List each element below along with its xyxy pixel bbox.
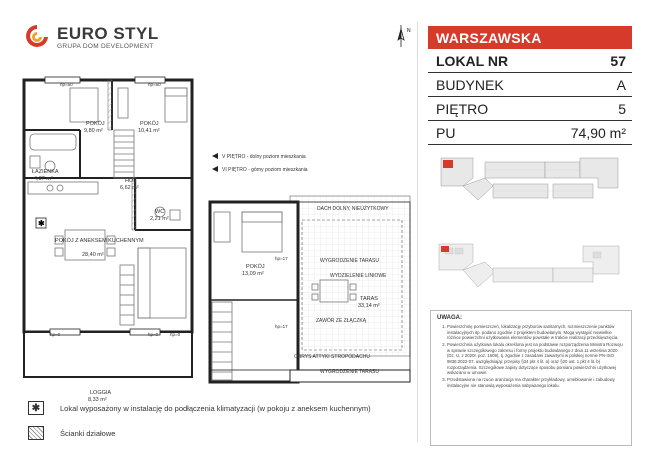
info-label: PU <box>436 124 456 141</box>
attic-outline-label: OBRYS ATTYKI STROPODACHU <box>294 354 370 360</box>
remark-item: 3. Przedstawiona na rzucie aranżacja ma charakter przykładowy, umeblowanie i zabudowy instalacyjne nie stanowią wyposażenia nabywanego lokalu. <box>447 377 625 388</box>
remark-item: 1. Powierzchnię pomieszczeń, lokalizację przyborów sanitarnych, rozmieszczenie punktów instalacyjnych itp. podano zgodnie z projektem budowlanym. Mogą wystąpić niewielkie różnice powierzchni użytkowania elementów powstałe w trakcie realizacji przedsięwzięcia. <box>447 324 625 341</box>
room-name: POKÓJ Z ANEKSEM KUCHENNYM <box>55 238 144 244</box>
legend-walls-text: Ścianki działowe <box>60 428 116 438</box>
building-location-map-upper <box>433 148 628 221</box>
column-divider <box>417 22 418 442</box>
info-row-floor <box>428 97 632 121</box>
room-area: 8,33 m² <box>88 397 107 403</box>
sill-height-label: hp=0 <box>50 332 61 337</box>
valve-label: ZAWÓR ZE ZŁĄCZKĄ <box>316 318 367 324</box>
info-value: A <box>616 76 626 93</box>
sill-height-label: hp=17 <box>275 256 288 261</box>
room-name: POKÓJ <box>86 121 105 127</box>
room-area: 33,14 m² <box>358 303 380 309</box>
brand-mark-icon <box>24 23 50 51</box>
roof-label: DACH DOLNY, NIEUŻYTKOWY <box>317 206 389 212</box>
info-row-building <box>428 73 632 97</box>
info-label: PIĘTRO <box>436 100 489 117</box>
legend-ac <box>28 400 408 416</box>
compass-label: N <box>407 28 411 34</box>
room-area: 10,41 m² <box>138 128 160 134</box>
brand-logo <box>24 23 164 53</box>
room-area: 28,40 m² <box>82 252 104 258</box>
legend <box>28 400 408 450</box>
building-location-map-lower <box>433 232 628 302</box>
room-area: 2,21 m² <box>150 216 169 222</box>
investment-title: WARSZAWSKA <box>428 26 632 49</box>
info-value: 5 <box>618 100 626 117</box>
remarks-box <box>430 310 632 446</box>
legend-walls <box>28 425 408 441</box>
terrace-fence-label: WYGRODZENIE TARASU <box>320 258 379 264</box>
sill-height-label: hp=50 <box>148 82 161 87</box>
room-area: 6,62 m² <box>120 185 139 191</box>
lower-level-plan <box>24 77 192 403</box>
brand-tagline: GRUPA DOM DEVELOPMENT <box>57 43 154 50</box>
sill-height-label: hp=50 <box>60 82 73 87</box>
info-label: LOKAL NR <box>436 52 509 69</box>
room-name: TARAS <box>360 296 378 302</box>
room-name: ŁAZIENKA <box>32 169 59 175</box>
remarks-title: UWAGA: <box>437 315 462 321</box>
room-name: POKÓJ <box>140 121 159 127</box>
room-area: 13,09 m² <box>242 271 264 277</box>
upper-level-note: VI PIĘTRO - górny poziom mieszkania <box>222 167 308 173</box>
info-row-area <box>428 121 632 145</box>
floor-plan <box>20 70 412 415</box>
room-name: POKÓJ <box>246 264 265 270</box>
sill-height-label: hp=17 <box>275 324 288 329</box>
room-name: HOL <box>125 178 137 184</box>
room-area: 4,37 m² <box>34 176 53 182</box>
north-arrow-icon <box>392 24 410 48</box>
apartment-info-card <box>428 26 632 145</box>
terrace-fence-label-lower: WYGRODZENIE TARASU <box>320 369 379 375</box>
legend-ac-text: Lokal wyposażony w instalację do podłączenia klimatyzacji (w pokoju z aneksem kuchennym) <box>60 403 371 413</box>
info-row-unit <box>428 49 632 73</box>
sill-height-label: hp=0 <box>148 332 159 337</box>
remark-item: 2. Powierzchnia użytkowa lokalu określona jest na podstawie rozporządzenia Ministra Rozwoju w sprawie szczegółowego zakresu i formy projektu budowlanego z dnia 11 września 2020 (Dz. U. z 2020r. poz. 1609), tj. zgodnie z zasadami zawartymi w polskiej normie PN-ISO 9836:2022-07, uwzględniając przepisy §34 pkt 4 lit. a) oraz §20 ust. 1 pkt 4 lit. b) rozporządzenia. Szczegółowe zapisy dotyczące sposobu pomiaru powierzchni użytkowej wskazano w umowie. <box>447 342 625 376</box>
sill-height-label: hp=0 <box>170 332 181 337</box>
info-label: BUDYNEK <box>436 76 504 93</box>
lower-level-note: V PIĘTRO - dolny poziom mieszkania <box>222 154 306 160</box>
brand-name: EURO STYL <box>57 24 159 43</box>
linear-partition-label: WYDZIELENIE LINIOWE <box>330 273 387 279</box>
remarks-list <box>437 324 625 389</box>
ac-symbol-icon: ✱ <box>28 401 44 415</box>
ac-marker: ✱ <box>38 219 45 228</box>
info-value: 57 <box>610 52 626 69</box>
room-area: 9,80 m² <box>84 128 103 134</box>
room-name: LOGGIA <box>90 390 112 396</box>
info-value: 74,90 m² <box>570 124 626 141</box>
upper-level-plan <box>170 196 410 382</box>
partition-wall-icon <box>28 426 44 440</box>
room-name: WC <box>155 209 165 215</box>
